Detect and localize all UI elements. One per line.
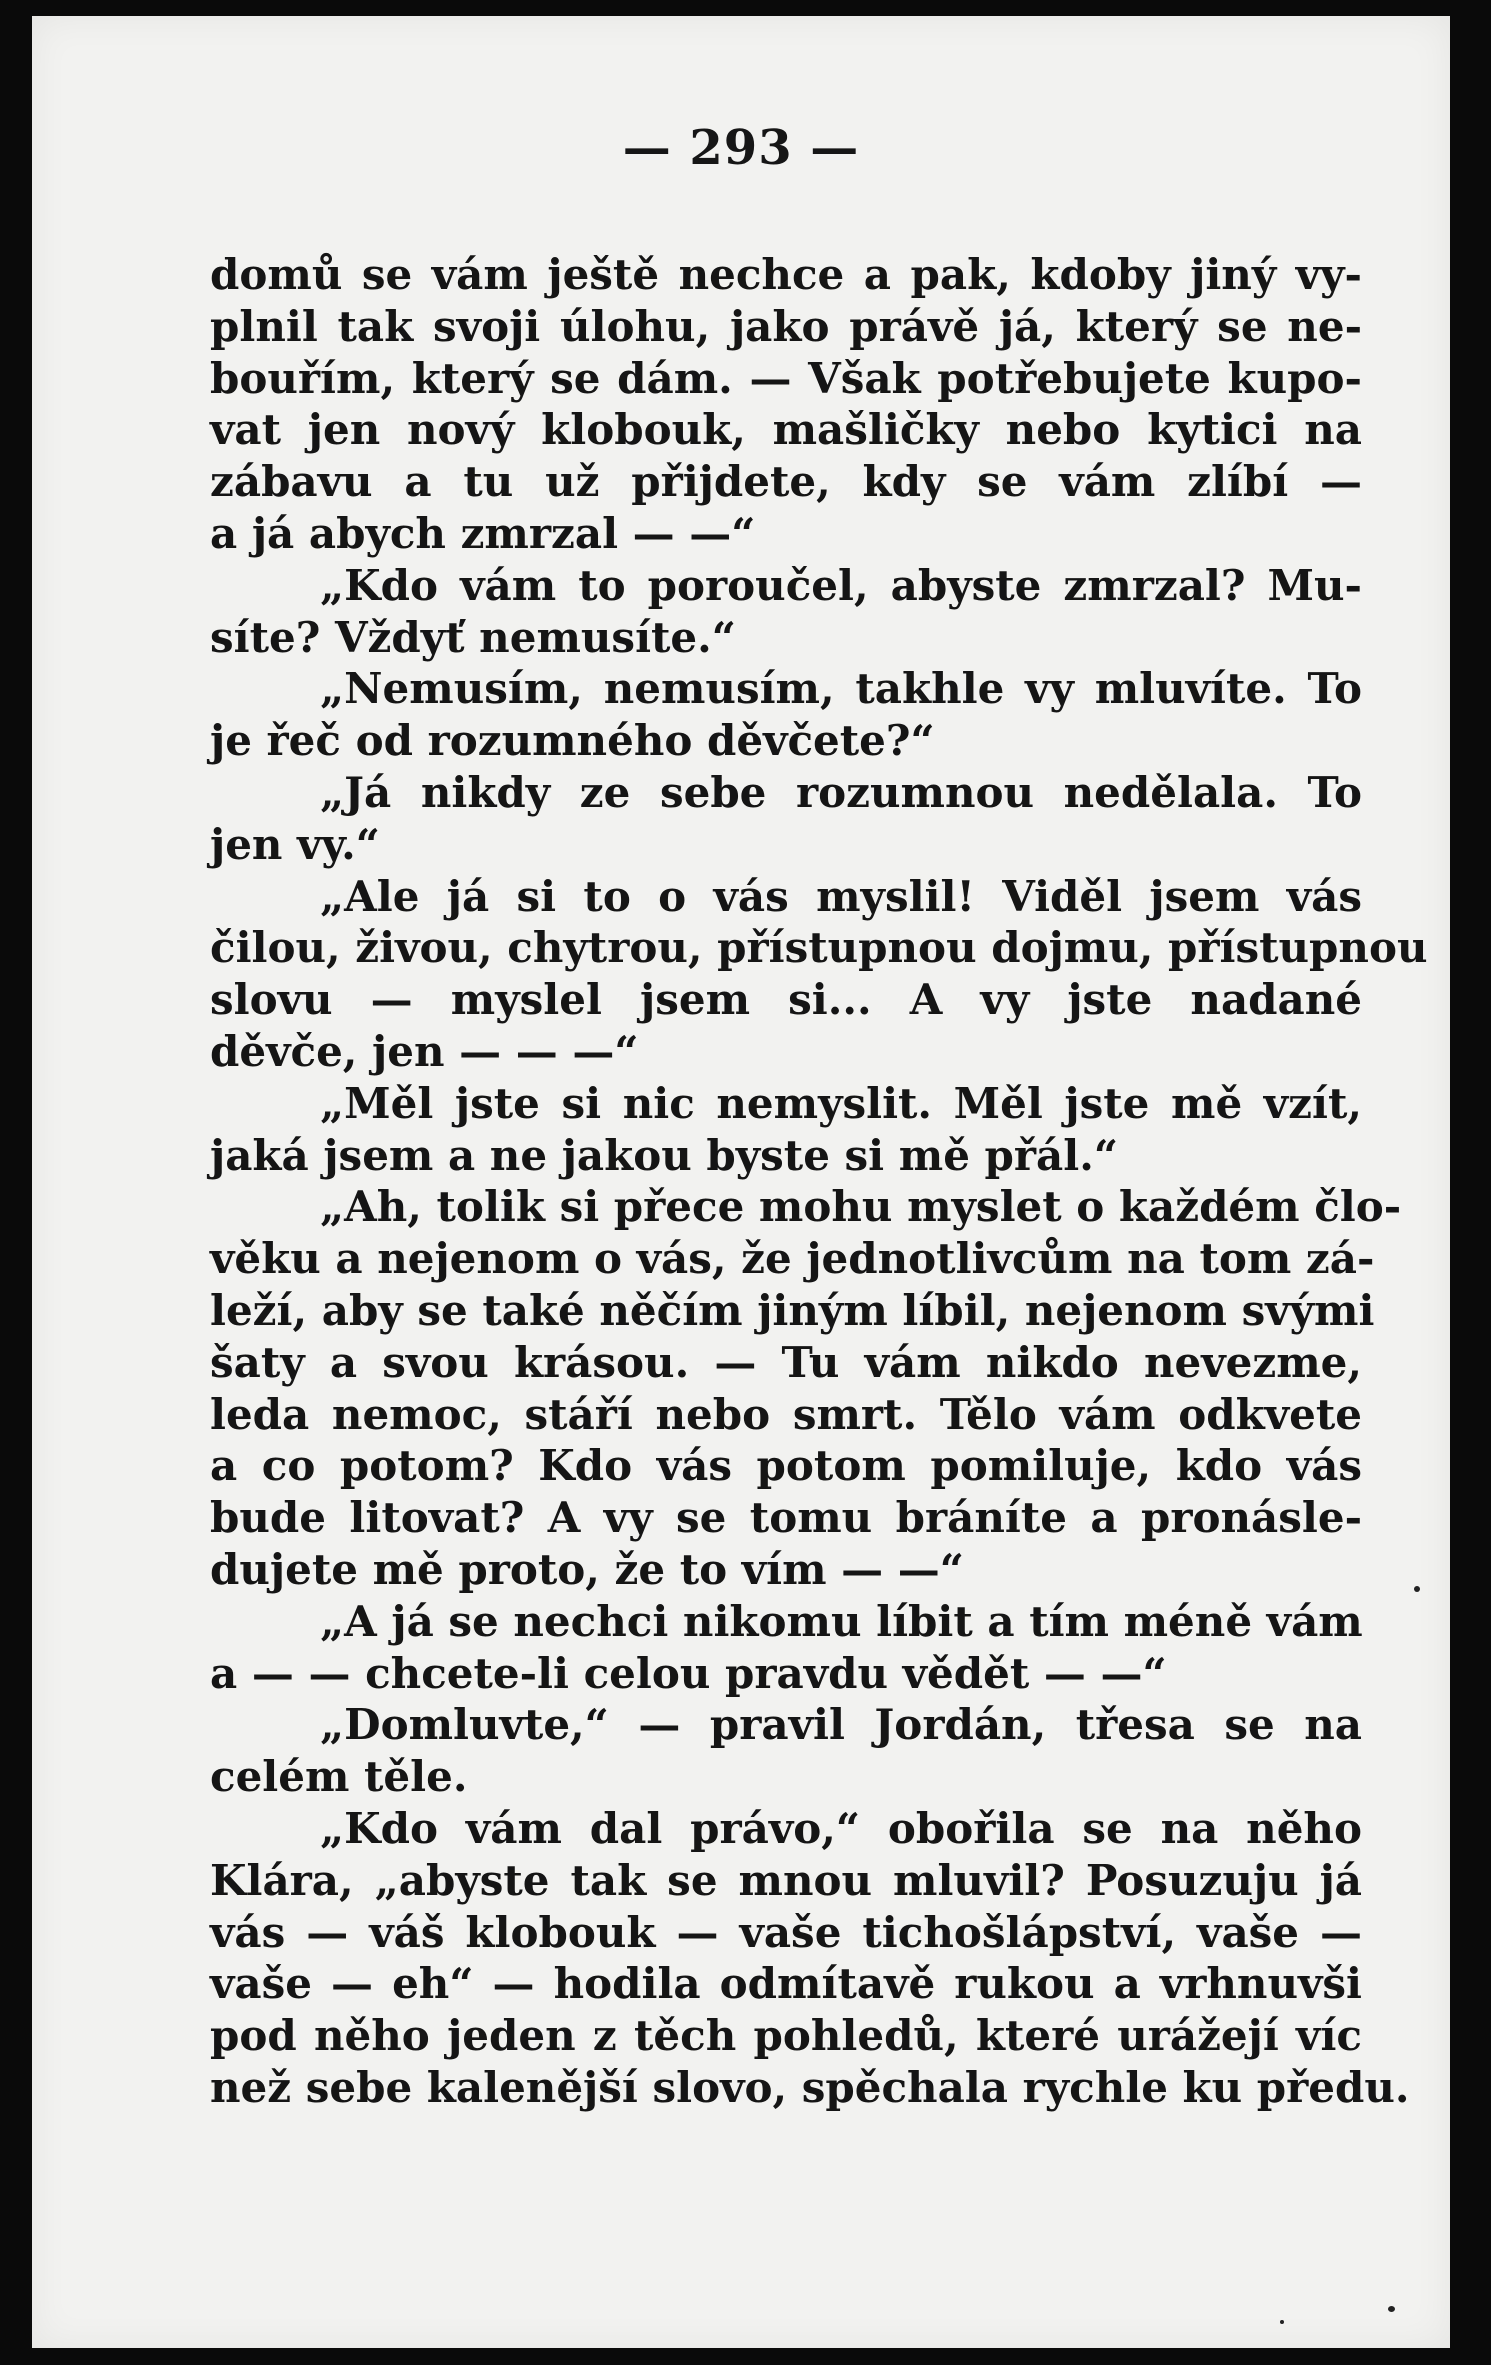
body-text — [210, 249, 1428, 2114]
text-line: dujete mě proto, že to vím — —“ — [210, 1544, 964, 1594]
text-line: leda nemoc, stáří nebo smrt. Tělo vám odkvete — [210, 1389, 1362, 1439]
text-line: vás — váš klobouk — vaše tichošlápství, vaše — — [210, 1907, 1362, 1957]
text-line: „Domluvte,“ — pravil Jordán, třesa se na — [320, 1700, 1362, 1750]
text-line: a co potom? Kdo vás potom pomiluje, kdo vás — [210, 1441, 1362, 1491]
text-line: bude litovat? A vy se tomu bráníte a pronásle- — [210, 1493, 1362, 1543]
text-line: a já abych zmrzal — —“ — [210, 508, 756, 558]
text-line: věku a nejenom o vás, že jednotlivcům na tom zá- — [210, 1234, 1375, 1284]
text-line: Klára, „abyste tak se mnou mluvil? Posuzuju já — [210, 1855, 1362, 1905]
text-line: „Kdo vám to poroučel, abyste zmrzal? Mu- — [320, 560, 1362, 610]
text-line: jaká jsem a ne jakou byste si mě přál.“ — [210, 1130, 1118, 1180]
text-line: celém těle. — [210, 1752, 468, 1802]
text-line: plnil tak svoji úlohu, jako právě já, který se ne- — [210, 301, 1362, 351]
text-line: než sebe kalenější slovo, spěchala rychle ku předu. — [210, 2062, 1410, 2112]
text-line: „Já nikdy ze sebe rozumnou nedělala. To — [320, 767, 1362, 817]
text-line: děvče, jen — — —“ — [210, 1026, 639, 1076]
text-line: je řeč od rozumného děvčete?“ — [210, 716, 935, 766]
text-line: slovu — myslel jsem si... A vy jste nadané — [210, 975, 1362, 1025]
text-line: pod něho jeden z těch pohledů, které urážejí víc — [210, 2011, 1362, 2061]
text-line: „Ale já si to o vás myslil! Viděl jsem vás — [320, 871, 1362, 921]
text-line: bouřím, který se dám. — Však potřebujete kupo- — [210, 353, 1362, 403]
text-line: leží, aby se také něčím jiným líbil, nejenom svými — [210, 1285, 1375, 1335]
text-line: domů se vám ještě nechce a pak, kdoby jiný vy- — [210, 250, 1362, 299]
text-line: „Měl jste si nic nemyslit. Měl jste mě vzít, — [320, 1078, 1362, 1128]
text-line: jen vy.“ — [210, 819, 380, 869]
text-line: čilou, živou, chytrou, přístupnou dojmu, přístupnou — [210, 923, 1428, 973]
text-line: zábavu a tu už přijdete, kdy se vám zlíbí — — [210, 457, 1362, 507]
book-page — [32, 16, 1450, 2348]
text-line: „Kdo vám dal právo,“ obořila se na něho — [320, 1803, 1362, 1853]
text-line: „A já se nechci nikomu líbit a tím méně vám — [320, 1596, 1363, 1646]
text-line: šaty a svou krásou. — Tu vám nikdo nevezme, — [210, 1337, 1362, 1387]
paper-speck — [1280, 2320, 1284, 2324]
text-line: vat jen nový klobouk, mašličky nebo kytici na — [210, 405, 1362, 455]
text-line: a — — chcete-li celou pravdu vědět — —“ — [210, 1648, 1167, 1698]
text-line: „Ah, tolik si přece mohu myslet o každém člo- — [320, 1182, 1402, 1232]
paper-speck — [1414, 1586, 1420, 1592]
page-number: — 293 — — [622, 120, 860, 176]
text-line: „Nemusím, nemusím, takhle vy mluvíte. To — [320, 664, 1362, 714]
text-line: vaše — eh“ — hodila odmítavě rukou a vrhnuvši — [210, 1959, 1362, 2009]
paper-speck — [1388, 2306, 1395, 2312]
text-line: síte? Vždyť nemusíte.“ — [210, 612, 736, 662]
